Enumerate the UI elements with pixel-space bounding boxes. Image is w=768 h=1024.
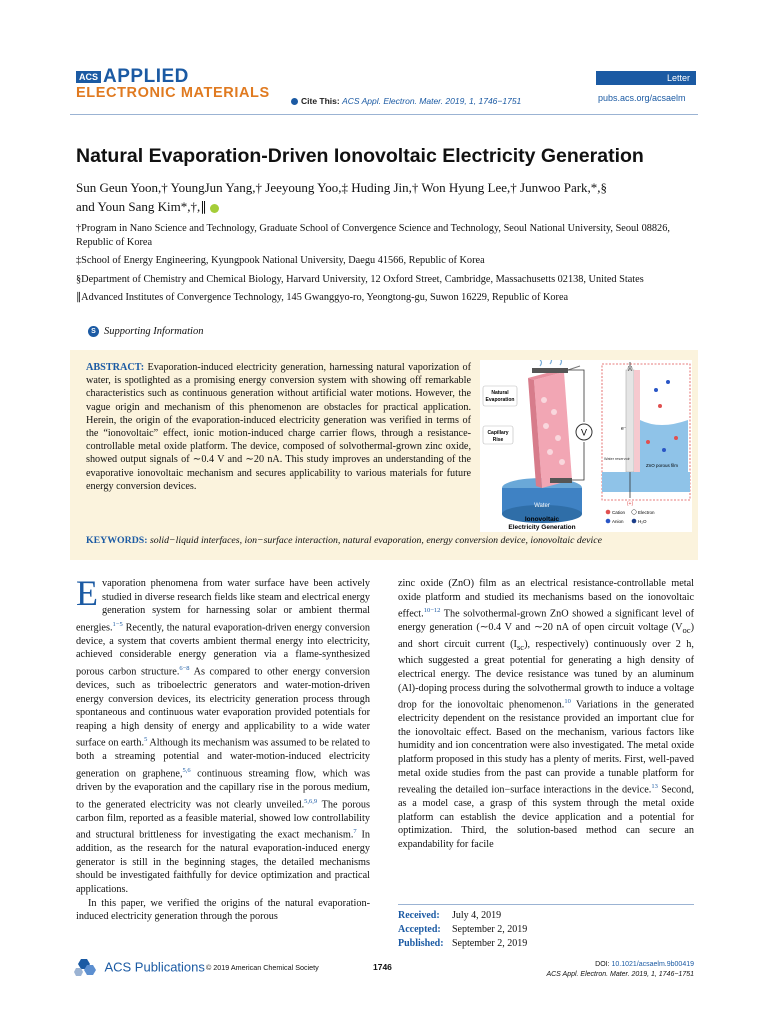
published-label: Published: [398,938,444,949]
abstract-text: Evaporation-induced electricity generation, harnessing natural vaporization of water, is spotlighted as a promising energy conversion system with showing off remarkable characteristics such as continuous generation without artificial water motions. However, the vague origin and mechanism of this phenomenon are obstacles for practical application. Herein, the origin of the evaporation-induced electricity generation was verified in terms of the “ionovoltaic” effect, ionic motion-induced charge carrier flows, through a resistance-controllable metal oxide platform. The device, composed of solvothermal-grown zinc oxide, showed output signals of ∼0.4 V and ∼20 nA. This study improves an understanding of the evaporative ionovoltaic mechanism and secures applicability to various materials for future energy conversion devices. [86,362,471,492]
legend-h2o: H₂O [638,519,647,524]
intro-text-a: vaporation phenomena from water surface have been actively studied in diverse research fields like steam and electrical energy generation system for harnessing solar or ambient thermal energies. [76,578,370,634]
body-column-right [398,577,694,852]
cite-label: Cite This: [301,96,340,106]
authors-line-1[interactable]: Sun Geun Yoon,† YoungJun Yang,† Jeeyoung Yoo,‡ Huding Jin,† Won Hyung Lee,† Junwoo Park,*,§ [76,180,608,195]
intro-text-f: The porous carbon film, reported as a feasible material, showed low controllability and structural brittleness for investigating the exact mechanism. [76,798,370,841]
supporting-info-icon: S [88,326,99,337]
intro-text-c: As compared to other energy conversion devices, such as triboelectric generators and water-motion-driven energy conversion devices, its electricity generation process through spontaneous and continuous water evaporation provided potentials for reaping a high density of energy and applicability to a wide water surface on earth. [76,666,370,749]
accepted-label: Accepted: [398,924,441,935]
page-number: 1746 [373,962,392,972]
toc-caption-2: Electricity Generation [508,524,576,531]
bottom-electrode [550,478,572,483]
subscript-sc: sc [516,641,525,652]
article-title: Natural Evaporation-Driven Ionovoltaic Electricity Generation [76,145,644,167]
acs-badge: ACS [76,71,101,83]
legend-cation-icon [606,510,611,515]
publisher-name: ACS Publications [104,959,205,975]
citation-5[interactable]: 5,6,9 [304,797,318,805]
doi-label: DOI: [595,961,612,968]
water-reservoir [602,472,690,492]
accepted-date: September 2, 2019 [452,924,528,935]
supporting-info-label: Supporting Information [104,326,204,337]
journal-name-line1: APPLIED [103,66,189,87]
drop-cap: E [76,573,98,613]
intro-text-d: Although its mechanism was assumed to be related to both a streaming potential and water-motion-induced electricity generation on graphene, [76,737,371,780]
body-text-c: ) and short circuit current (I [398,622,694,650]
natural-evaporation-label-2: Evaporation [485,397,515,403]
body-text-e: Variations in the generated electricity dependent on the resistance provided an important clue for the ionovoltaic effect. Based on the mechanism, various factors like humidity and ion concentration were also investigated. The metal oxide platform proposed in this study has a plenty of merits. First, well-paved metal oxide studies from the past can provide a tunable platform for revealing the detailed ion−surface interactions in the device. [398,699,694,796]
intro-text-e: continuous streaming flow, which was driven by the evaporation and the capillary rise in the porous medium, to the generated electricity was not clearly unveiled. [76,768,370,810]
affiliation-4: ∥Advanced Institutes of Convergence Technology, 145 Gwanggyo-ro, Yeongtong-gu, Suwon 16229, Republic of Korea [76,292,569,303]
evaporation-vapor [568,366,580,370]
affiliation-3: §Department of Chemistry and Chemical Biology, Harvard University, 12 Oxford Street, Cambridge, Massachusetts 02138, United States [76,273,644,285]
body-column-left [76,573,371,924]
article-dates [398,909,527,951]
doi-link[interactable]: 10.1021/acsaelm.9b00419 [611,961,694,968]
minus-terminal-label: (-) [627,366,633,372]
cite-journal: ACS Appl. Electron. Mater. [342,96,444,106]
cite-volume: 2019, 1, 1746−1751 [445,96,522,106]
citation-3[interactable]: 5 [144,736,148,744]
subscript-oc: oc [682,625,691,636]
natural-evaporation-label-1: Natural [491,390,509,396]
affiliation-1: †Program in Nano Science and Technology, Graduate School of Convergence Science and Technology, Seoul National University, Seoul 08826, Republic of Korea [76,223,670,248]
plus-terminal-label: (+) [626,501,634,507]
journal-name-line2: ELECTRONIC MATERIALS [76,85,270,101]
supporting-info-link[interactable] [88,326,203,337]
top-electrode [532,368,568,373]
body-text-a: zinc oxide (ZnO) film as an electrical resistance-controllable metal oxide platform and studied its mechanisms based on the ionovoltaic effect. [398,578,694,620]
citation-4[interactable]: 5,6 [182,766,191,774]
toc-caption-1: Ionovoltaic [524,516,560,523]
authors-line-2[interactable]: and Youn Sang Kim*,†,∥ [76,199,207,214]
legend-electron-icon [632,510,637,515]
header-divider [70,114,698,115]
copyright: © 2019 American Chemical Society [206,963,319,972]
film-label: ZnO porous film [646,463,679,468]
film-interface [634,370,640,472]
received-date: July 4, 2019 [452,910,502,921]
citation-8[interactable]: 10 [564,698,571,706]
keywords-label: KEYWORDS: [86,535,148,546]
capillary-rise-label-2: Rise [492,437,504,443]
intro-text-g: In addition, as the research for the natural evaporation-induced energy generator is still in the beginning stages, the detailed mechanisms should be investigated faithfully for device optimization and practical applications. [76,829,370,895]
intro-text-b: Recently, the natural evaporation-driven energy conversion device, a system that coverts ambient thermal energy into electricity, achieved considerable energy generation via a flame-synthesized porous carbon structure. [76,622,370,678]
toc-graphic[interactable] [480,360,692,532]
intro-paragraph-2: In this paper, we verified the origins of the natural evaporation-induced electricity generation through the porous [76,897,370,923]
orcid-icon[interactable] [210,204,219,213]
body-paragraph-right [398,577,694,852]
journal-logo[interactable] [76,66,270,101]
water-label: Water [534,503,550,509]
electron-label: e⁻ [621,426,627,432]
acs-hexagon-icon [74,957,100,977]
natural-evaporation-box [483,386,517,406]
legend-anion-icon [606,519,611,524]
legend-h2o-icon [632,519,637,524]
cite-icon [291,98,298,105]
capillary-rise-label-1: Capillary [487,430,509,436]
journal-url-link[interactable]: pubs.acs.org/acsaelm [598,93,686,103]
legend-anion: Anion [612,519,624,524]
received-label: Received: [398,910,440,921]
vapor-lines [540,360,562,366]
legend-cation: Cation [612,510,626,515]
doi-block [520,960,694,980]
citation-6[interactable]: 7 [353,828,357,836]
keywords [86,535,686,546]
legend-electron: Electron [638,510,655,515]
published-date: September 2, 2019 [452,938,528,949]
affiliations [76,222,696,310]
author-list [76,178,700,216]
reservoir-label: Water reservoir [604,457,630,461]
citation-7[interactable]: 10−12 [423,607,441,615]
abstract [86,361,471,493]
keywords-text: solid−liquid interfaces, ion−surface interaction, natural evaporation, energy conversion device, ionovoltaic device [149,535,602,546]
footer-citation: ACS Appl. Electron. Mater. 2019, 1, 1746−1751 [546,971,694,978]
wire-top [568,370,584,422]
citation-2[interactable]: 6−8 [179,664,190,672]
body-text-f: Second, as a model case, a grasp of this system through the metal oxide platform can establish the device application and a potential for optimization. Third, the solution-based method can secure an expandability for facile [398,784,694,850]
intro-paragraph-1 [76,573,371,897]
abstract-label: ABSTRACT: [86,362,145,373]
body-text-d: ), respectively) continuously over 2 h, which suggested a great potential for generating a high density of electrical energy. The device resistance was tuned by an aluminum (Al)-doping process during the solvothermal growth to induce a voltage drop for the ionovoltaic phenomenon. [398,638,694,711]
citation-9[interactable]: 13 [651,783,658,791]
citation-1[interactable]: 1−5 [112,620,123,628]
body-text-b: The solvothermal-grown ZnO showed a significant level of energy generation (∼0.4 V and ∼20 nA of open circuit voltage (V [398,608,694,634]
wire-bottom [572,442,584,480]
toc-graphic-svg [480,360,692,532]
affiliation-2: ‡School of Energy Engineering, Kyungpook National University, Daegu 41566, Republic of Korea [76,255,485,266]
voltmeter-label: V [580,427,588,438]
cite-this[interactable] [291,96,521,106]
dates-divider [398,904,694,905]
acs-publications-logo[interactable] [74,957,205,977]
article-type-badge: Letter [596,71,696,85]
